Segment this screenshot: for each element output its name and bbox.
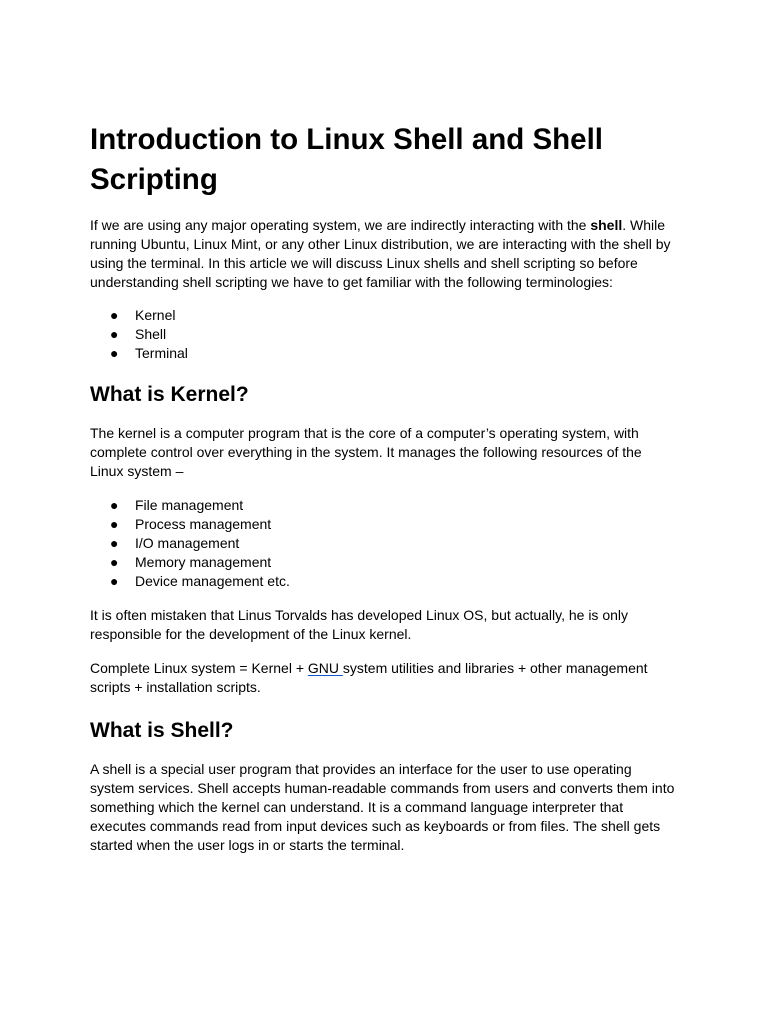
bullet-icon: ● (110, 535, 119, 551)
list-item-text: I/O management (135, 535, 240, 551)
intro-text-end: . While running Ubuntu, Linux Mint, or any other Linux distribution, we are interacting with the shell by using the terminal. In this article we will discuss Linux shells and shell scripting so before understanding shell scripting we have to get familiar with the following terminologies: (90, 217, 671, 290)
intro-paragraph (90, 216, 678, 292)
list-item (90, 325, 678, 344)
gnu-link[interactable]: GNU (307, 660, 343, 676)
list-item-text: Memory management (135, 554, 272, 570)
list-item (90, 534, 678, 553)
bullet-icon: ● (110, 573, 119, 589)
list-item-text: File management (135, 497, 244, 513)
list-item-text: Shell (135, 326, 167, 342)
bullet-icon: ● (110, 516, 119, 532)
bullet-icon: ● (110, 345, 119, 361)
list-item (90, 572, 678, 591)
list-item-text: Terminal (135, 345, 188, 361)
list-item (90, 515, 678, 534)
bullet-icon: ● (110, 326, 119, 342)
list-item (90, 496, 678, 515)
list-item-text: Process management (135, 516, 272, 532)
kernel-resources-list (90, 496, 678, 591)
intro-bold-shell: shell (590, 217, 623, 233)
shell-heading: What is Shell? (90, 719, 234, 742)
list-item (90, 553, 678, 572)
bullet-icon: ● (110, 554, 119, 570)
complete-system-paragraph (90, 659, 678, 697)
bullet-icon: ● (110, 307, 119, 323)
complete-system-text-end: system utilities and libraries + other management scripts + installation scripts. (90, 660, 648, 695)
list-item-text: Kernel (135, 307, 176, 323)
page-title: Introduction to Linux Shell and Shell Scripting (90, 123, 603, 196)
kernel-paragraph: The kernel is a computer program that is the core of a computer’s operating system, with complete control over everything in the system. It manages the following resources of the Linux system – (90, 425, 642, 479)
list-item (90, 306, 678, 325)
bullet-icon: ● (110, 497, 119, 513)
kernel-heading: What is Kernel? (90, 383, 249, 406)
list-item (90, 344, 678, 363)
terminology-list (90, 306, 678, 363)
intro-text-start: If we are using any major operating system, we are indirectly interacting with the (90, 217, 591, 233)
shell-paragraph: A shell is a special user program that provides an interface for the user to use operating system services. Shell accepts human-readable commands from users and converts them into something which the kernel can understand. It is a command language interpreter that executes commands read from input devices such as keyboards or from files. The shell gets started when the user logs in or starts the terminal. (90, 761, 675, 853)
torvalds-paragraph: It is often mistaken that Linus Torvalds has developed Linux OS, but actually, he is only responsible for the development of the Linux kernel. (90, 607, 629, 642)
list-item-text: Device management etc. (135, 573, 290, 589)
complete-system-text-start: Complete Linux system = Kernel + (90, 660, 308, 676)
